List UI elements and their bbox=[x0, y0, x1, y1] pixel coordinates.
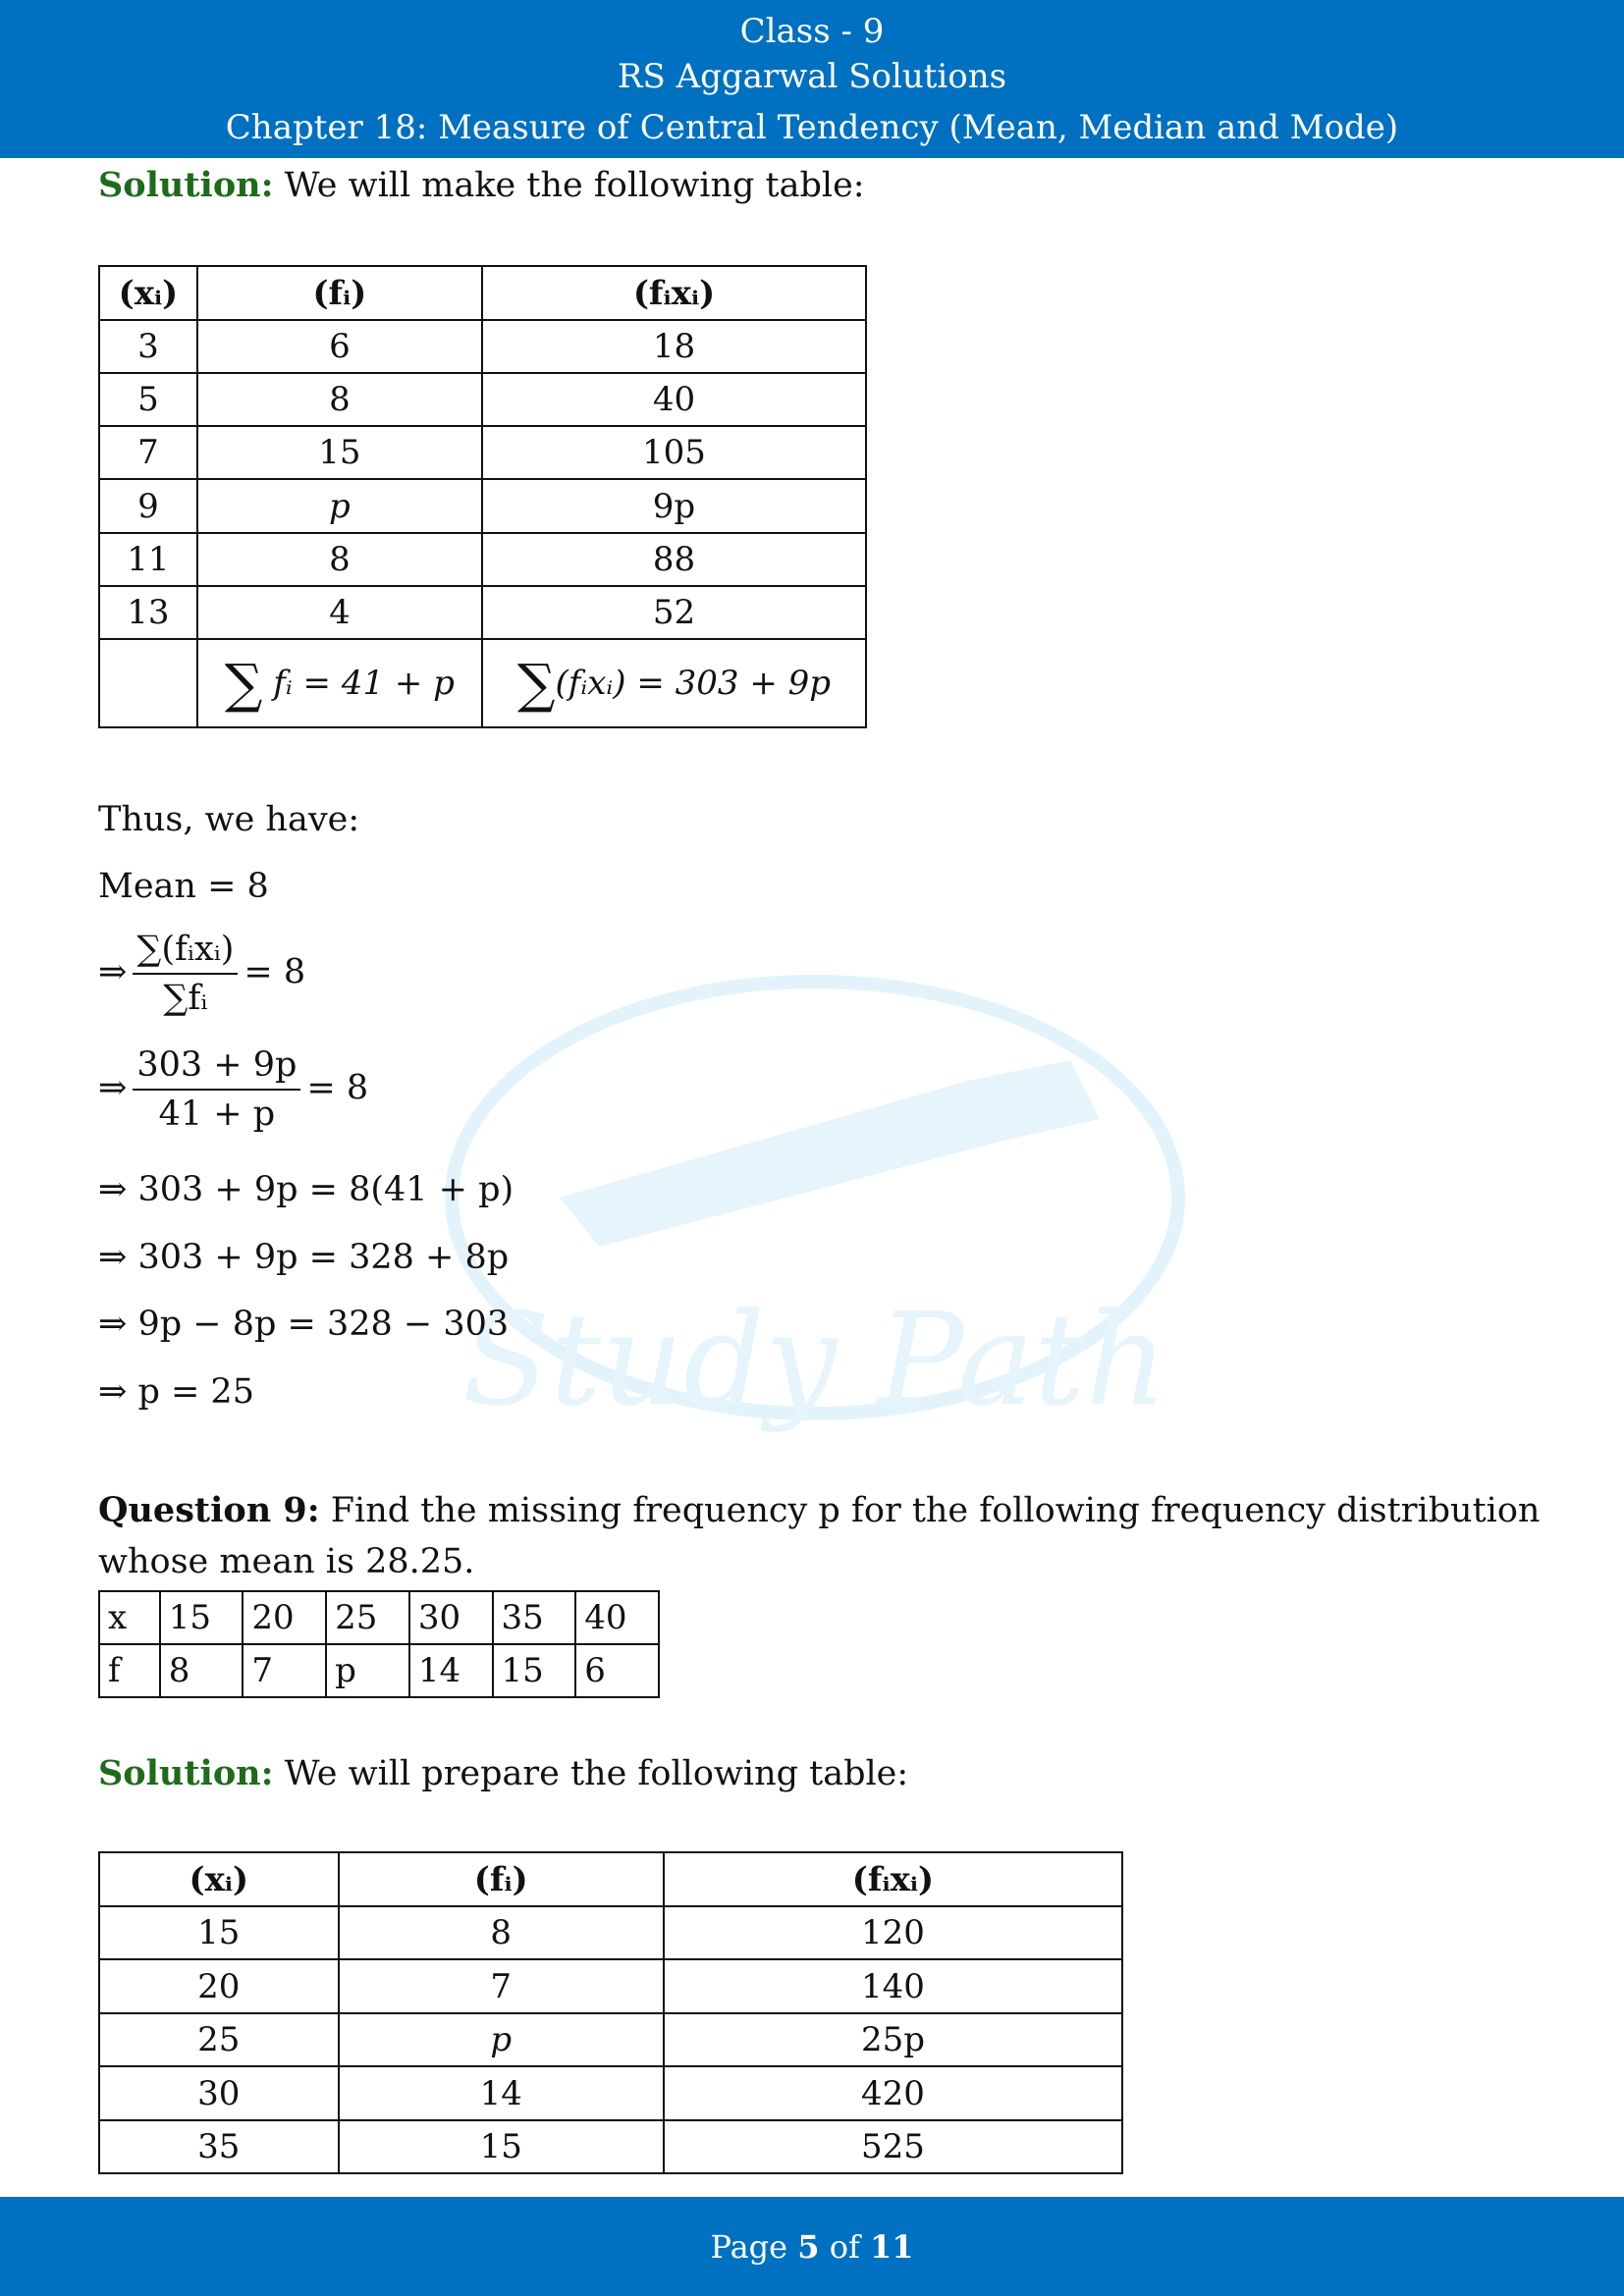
table-cell: 18 bbox=[482, 320, 866, 373]
header-class: Class - 9 bbox=[739, 12, 885, 51]
table-cell: 420 bbox=[664, 2066, 1122, 2120]
solution-label: Solution: bbox=[98, 165, 274, 205]
footer-page-number: 5 bbox=[797, 2227, 820, 2266]
table-row bbox=[99, 2120, 1122, 2173]
table-row bbox=[99, 1906, 1122, 1959]
table-cell: 105 bbox=[482, 426, 866, 479]
fraction-denominator: ∑fᵢ bbox=[163, 979, 208, 1018]
table-3 bbox=[98, 1851, 1123, 2174]
fraction bbox=[133, 928, 238, 1020]
step-6: ⇒ p = 25 bbox=[98, 1372, 254, 1412]
table-cell: p bbox=[339, 2013, 664, 2066]
sum-f-expression: fᵢ = 41 + p bbox=[273, 663, 455, 703]
table-cell: 120 bbox=[664, 1906, 1122, 1959]
table-cell: 6 bbox=[197, 320, 482, 373]
sum-fx-expression: (fᵢxᵢ) = 303 + 9p bbox=[555, 663, 832, 703]
solution-1-line bbox=[98, 163, 865, 208]
table-3-header-f: (fᵢ) bbox=[339, 1852, 664, 1906]
table-cell: x bbox=[99, 1591, 160, 1644]
equals-value: = 8 bbox=[306, 1068, 369, 1108]
table-cell: 14 bbox=[339, 2066, 664, 2120]
table-cell: 52 bbox=[482, 586, 866, 639]
table-1-header-f: (fᵢ) bbox=[197, 266, 482, 320]
header-chapter: Chapter 18: Measure of Central Tendency (Mean, Median and Mode) bbox=[225, 108, 1399, 147]
step-4: ⇒ 303 + 9p = 328 + 8p bbox=[98, 1238, 510, 1277]
table-row bbox=[99, 426, 866, 479]
table-cell: 140 bbox=[664, 1959, 1122, 2013]
table-cell: 15 bbox=[99, 1906, 339, 1959]
table-cell: 15 bbox=[160, 1591, 244, 1644]
studypath-watermark-logo bbox=[422, 972, 1208, 1463]
table-cell: 7 bbox=[339, 1959, 664, 2013]
table-3-header-row bbox=[99, 1852, 1122, 1906]
table-cell bbox=[99, 639, 197, 727]
table-1 bbox=[98, 265, 867, 728]
table-2 bbox=[98, 1590, 660, 1698]
table-row bbox=[99, 533, 866, 586]
table-1-sum-fx bbox=[482, 639, 866, 727]
table-row bbox=[99, 1959, 1122, 2013]
table-cell: 7 bbox=[243, 1644, 326, 1697]
table-cell: 40 bbox=[482, 373, 866, 426]
table-row bbox=[99, 373, 866, 426]
table-row bbox=[99, 2013, 1122, 2066]
table-cell: 8 bbox=[197, 533, 482, 586]
footer-of: of bbox=[829, 2227, 860, 2266]
table-cell: 9p bbox=[482, 479, 866, 533]
table-2-f-row bbox=[99, 1644, 659, 1697]
table-cell: 88 bbox=[482, 533, 866, 586]
table-cell: p bbox=[326, 1644, 409, 1697]
sigma-icon: ∑ bbox=[516, 652, 556, 715]
table-cell: 11 bbox=[99, 533, 197, 586]
table-cell: 4 bbox=[197, 586, 482, 639]
table-1-header-x: (xᵢ) bbox=[99, 266, 197, 320]
sigma-icon: ∑ bbox=[224, 652, 263, 715]
table-cell: 20 bbox=[243, 1591, 326, 1644]
table-cell: 30 bbox=[99, 2066, 339, 2120]
table-cell: 20 bbox=[99, 1959, 339, 2013]
table-cell: 13 bbox=[99, 586, 197, 639]
table-1-sum-row bbox=[99, 639, 866, 727]
step-3: ⇒ 303 + 9p = 8(41 + p) bbox=[98, 1170, 514, 1209]
table-cell: 25 bbox=[326, 1591, 409, 1644]
table-cell: f bbox=[99, 1644, 160, 1697]
question-9-line-1 bbox=[98, 1488, 1540, 1533]
table-cell: 8 bbox=[160, 1644, 244, 1697]
fraction-numerator: ∑(fᵢxᵢ) bbox=[133, 928, 238, 975]
table-cell: p bbox=[197, 479, 482, 533]
table-cell: 15 bbox=[197, 426, 482, 479]
equals-value: = 8 bbox=[244, 952, 306, 992]
table-cell: 35 bbox=[493, 1591, 576, 1644]
table-row bbox=[99, 320, 866, 373]
table-3-header-x: (xᵢ) bbox=[99, 1852, 339, 1906]
table-cell: 8 bbox=[197, 373, 482, 426]
table-row bbox=[99, 479, 866, 533]
table-row bbox=[99, 586, 866, 639]
solution-label: Solution: bbox=[98, 1753, 274, 1793]
question-label: Question 9: bbox=[98, 1490, 320, 1530]
table-cell: 7 bbox=[99, 426, 197, 479]
table-cell: 25p bbox=[664, 2013, 1122, 2066]
table-cell: 8 bbox=[339, 1906, 664, 1959]
table-cell: 30 bbox=[409, 1591, 493, 1644]
table-cell: 40 bbox=[575, 1591, 659, 1644]
table-cell: 3 bbox=[99, 320, 197, 373]
table-cell: 15 bbox=[493, 1644, 576, 1697]
thus-text: Thus, we have: bbox=[98, 800, 360, 839]
table-cell: 14 bbox=[409, 1644, 493, 1697]
page-footer bbox=[0, 2197, 1624, 2296]
table-1-header-fx: (fᵢxᵢ) bbox=[482, 266, 866, 320]
question-9-line-2: whose mean is 28.25. bbox=[98, 1542, 475, 1581]
table-cell: 5 bbox=[99, 373, 197, 426]
svg-text:Study Path: Study Path bbox=[461, 1285, 1168, 1434]
table-cell: 25 bbox=[99, 2013, 339, 2066]
fraction-denominator: 41 + p bbox=[158, 1095, 276, 1134]
table-cell: 6 bbox=[575, 1644, 659, 1697]
table-2-x-row bbox=[99, 1591, 659, 1644]
solution-2-text: We will prepare the following table: bbox=[273, 1754, 909, 1793]
footer-prefix: Page bbox=[710, 2227, 788, 2266]
page-header bbox=[0, 0, 1624, 158]
table-row bbox=[99, 2066, 1122, 2120]
table-cell: 9 bbox=[99, 479, 197, 533]
implies-arrow: ⇒ bbox=[98, 952, 128, 992]
step-5: ⇒ 9p − 8p = 328 − 303 bbox=[98, 1305, 510, 1344]
step-1-fraction bbox=[98, 928, 305, 1020]
table-1-header-row bbox=[99, 266, 866, 320]
footer-total-pages: 11 bbox=[869, 2227, 914, 2266]
implies-arrow: ⇒ bbox=[98, 1068, 128, 1108]
table-cell: 35 bbox=[99, 2120, 339, 2173]
mean-equation: Mean = 8 bbox=[98, 867, 269, 906]
table-cell: 15 bbox=[339, 2120, 664, 2173]
fraction-numerator: 303 + 9p bbox=[133, 1043, 300, 1091]
question-9-text: Find the missing frequency p for the following frequency distribution bbox=[319, 1491, 1541, 1530]
fraction bbox=[133, 1043, 300, 1136]
table-1-sum-f bbox=[197, 639, 482, 727]
solution-2-line bbox=[98, 1751, 908, 1796]
step-2-fraction bbox=[98, 1043, 368, 1136]
solution-1-text: We will make the following table: bbox=[273, 166, 865, 205]
table-3-header-fx: (fᵢxᵢ) bbox=[664, 1852, 1122, 1906]
table-cell: 525 bbox=[664, 2120, 1122, 2173]
header-book: RS Aggarwal Solutions bbox=[617, 57, 1007, 96]
